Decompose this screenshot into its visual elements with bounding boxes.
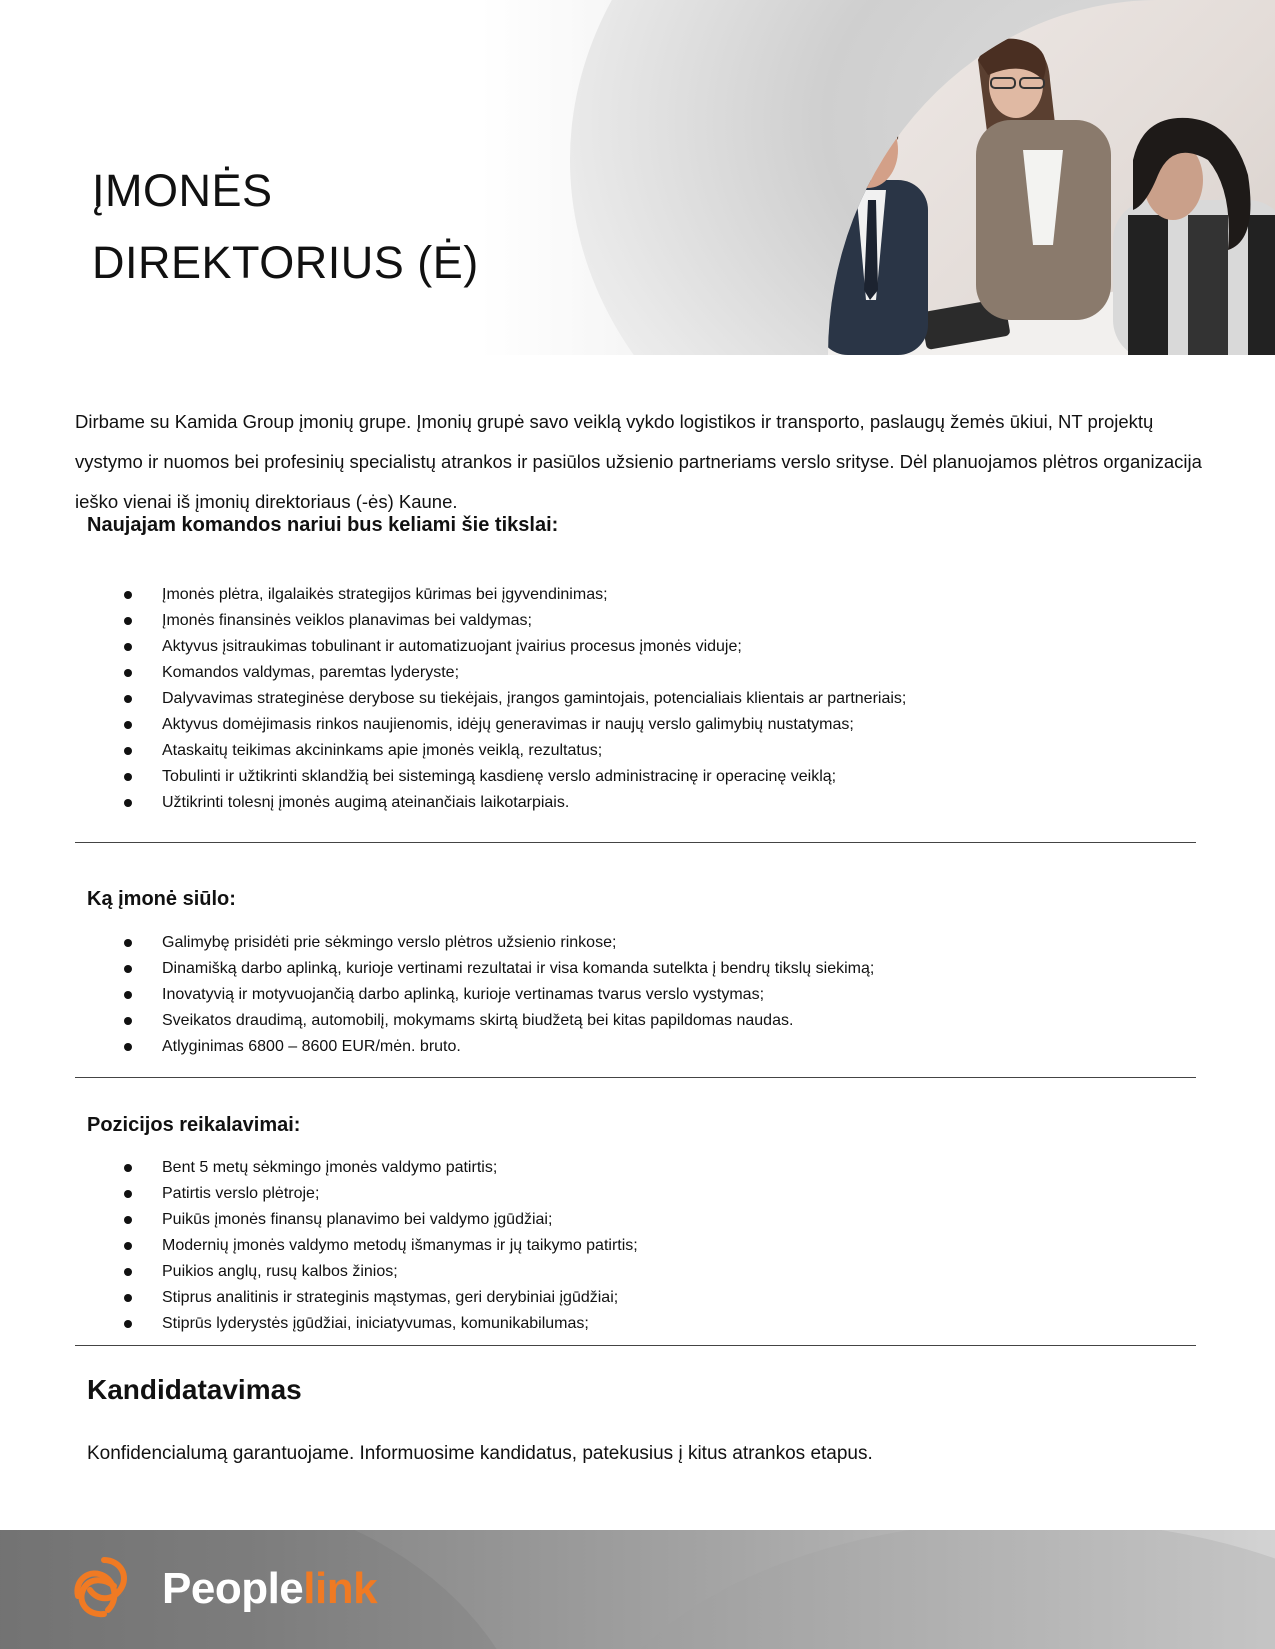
bullet-dot-icon — [124, 1268, 132, 1276]
requirements-list — [122, 1155, 638, 1337]
list-item — [122, 1155, 638, 1181]
list-item — [122, 1311, 638, 1337]
list-item — [122, 660, 906, 686]
bullet-dot-icon — [124, 939, 132, 947]
list-item — [122, 790, 906, 816]
intro-paragraph: Dirbame su Kamida Group įmonių grupe. Įmonių grupė savo veiklą vykdo logistikos ir transporto, paslaugų žemės ūkiui, NT projektų vystymo ir nuomos bei profesinių specialistų atrankos ir pasiūlos užsienio partneriams verslo srityse. Dėl planuojamos plėtros organizacija ieško vienai iš įmonių direktoriaus (-ės) Kaune. — [75, 411, 1202, 512]
bullet-dot-icon — [124, 617, 132, 625]
requirements-title: Pozicijos reikalavimai: — [87, 1114, 301, 1136]
bullet-dot-icon — [124, 695, 132, 703]
peoplelink-logo-icon — [68, 1550, 140, 1622]
bullet-dot-icon — [124, 1320, 132, 1328]
list-item — [122, 982, 874, 1008]
list-item — [122, 764, 906, 790]
bullet-dot-icon — [124, 669, 132, 677]
list-item-text: Puikios anglų, rusų kalbos žinios; — [162, 1263, 398, 1280]
list-item — [122, 738, 906, 764]
goals-title: Naujajam komandos nariui bus keliami šie tikslai: — [87, 514, 559, 536]
page-title — [92, 155, 479, 299]
list-item — [122, 634, 906, 660]
bullet-dot-icon — [124, 1242, 132, 1250]
page-title-line1: ĮMONĖS — [92, 165, 273, 216]
section-divider — [75, 842, 1196, 843]
list-item-text: Dalyvavimas strateginėse derybose su tiekėjais, įrangos gamintojais, potencialiais klientais ar partneriais; — [162, 690, 907, 707]
list-item-text: Įmonės plėtra, ilgalaikės strategijos kūrimas bei įgyvendinimas; — [162, 586, 608, 603]
list-item-text: Užtikrinti tolesnį įmonės augimą ateinančiais laikotarpiais. — [162, 794, 570, 811]
list-item-text: Tobulinti ir užtikrinti sklandžią bei sistemingą kasdienę verslo administracinę ir operacinę veiklą; — [162, 768, 837, 785]
page-title-line2: DIREKTORIUS (Ė) — [92, 237, 479, 288]
bullet-dot-icon — [124, 1164, 132, 1172]
list-item-text: Įmonės finansinės veiklos planavimas bei valdymas; — [162, 612, 532, 629]
logo-text-people: People — [162, 1564, 304, 1613]
list-item — [122, 1207, 638, 1233]
list-item — [122, 686, 906, 712]
bullet-dot-icon — [124, 773, 132, 781]
list-item-text: Aktyvus domėjimasis rinkos naujienomis, idėjų generavimas ir naujų verslo galimybių nustatymas; — [162, 716, 854, 733]
list-item — [122, 956, 874, 982]
goals-list — [122, 582, 906, 816]
bullet-dot-icon — [124, 1043, 132, 1051]
list-item-text: Inovatyvią ir motyvuojančią darbo aplinką, kurioje vertinamas tvarus verslo vystymas; — [162, 986, 765, 1003]
bullet-dot-icon — [124, 643, 132, 651]
list-item-text: Bent 5 metų sėkmingo įmonės valdymo patirtis; — [162, 1159, 498, 1176]
list-item-text: Stiprūs lyderystės įgūdžiai, iniciatyvumas, komunikabilumas; — [162, 1315, 589, 1332]
list-item — [122, 1233, 638, 1259]
offer-list — [122, 930, 874, 1060]
list-item — [122, 712, 906, 738]
offer-title: Ką įmonė siūlo: — [87, 888, 236, 910]
bullet-dot-icon — [124, 747, 132, 755]
list-item-text: Patirtis verslo plėtroje; — [162, 1185, 320, 1202]
list-item-text: Atlyginimas 6800 – 8600 EUR/mėn. bruto. — [162, 1038, 461, 1055]
bullet-dot-icon — [124, 721, 132, 729]
list-item-text: Puikūs įmonės finansų planavimo bei valdymo įgūdžiai; — [162, 1211, 553, 1228]
list-item-text: Stiprus analitinis ir strateginis mąstymas, geri derybiniai įgūdžiai; — [162, 1289, 619, 1306]
logo-text-link: link — [303, 1564, 378, 1613]
list-item — [122, 608, 906, 634]
list-item-text: Sveikatos draudimą, automobilį, mokymams skirtą biudžetą bei kitas papildomas naudas. — [162, 1012, 794, 1029]
section-divider — [75, 1077, 1196, 1078]
peoplelink-logo-text — [162, 1564, 377, 1614]
list-item — [122, 1008, 874, 1034]
bullet-dot-icon — [124, 991, 132, 999]
list-item — [122, 1181, 638, 1207]
list-item-text: Komandos valdymas, paremtas lyderyste; — [162, 664, 460, 681]
list-item — [122, 1259, 638, 1285]
footer-arc — [585, 1530, 1275, 1649]
list-item — [122, 1285, 638, 1311]
list-item-text: Dinamišką darbo aplinką, kurioje vertinami rezultatai ir visa komanda sutelkta į bendrų tikslų siekimą; — [162, 960, 875, 977]
bullet-dot-icon — [124, 1294, 132, 1302]
list-item-text: Ataskaitų teikimas akcininkams apie įmonės veiklą, rezultatus; — [162, 742, 603, 759]
list-item-text: Galimybę prisidėti prie sėkmingo verslo plėtros užsienio rinkose; — [162, 934, 617, 951]
bullet-dot-icon — [124, 799, 132, 807]
list-item-text: Modernių įmonės valdymo metodų išmanymas ir jų taikymo patirtis; — [162, 1237, 638, 1254]
bullet-dot-icon — [124, 1190, 132, 1198]
list-item — [122, 582, 906, 608]
bullet-dot-icon — [124, 965, 132, 973]
bullet-dot-icon — [124, 1216, 132, 1224]
candidacy-text: Konfidencialumą garantuojame. Informuosime kandidatus, patekusius į kitus atrankos etapus. — [87, 1443, 873, 1464]
bullet-dot-icon — [124, 1017, 132, 1025]
list-item — [122, 930, 874, 956]
list-item-text: Aktyvus įsitraukimas tobulinant ir automatizuojant įvairius procesus įmonės viduje; — [162, 638, 742, 655]
candidacy-title: Kandidatavimas — [87, 1374, 302, 1405]
bullet-dot-icon — [124, 591, 132, 599]
list-item — [122, 1034, 874, 1060]
section-divider — [75, 1345, 1196, 1346]
